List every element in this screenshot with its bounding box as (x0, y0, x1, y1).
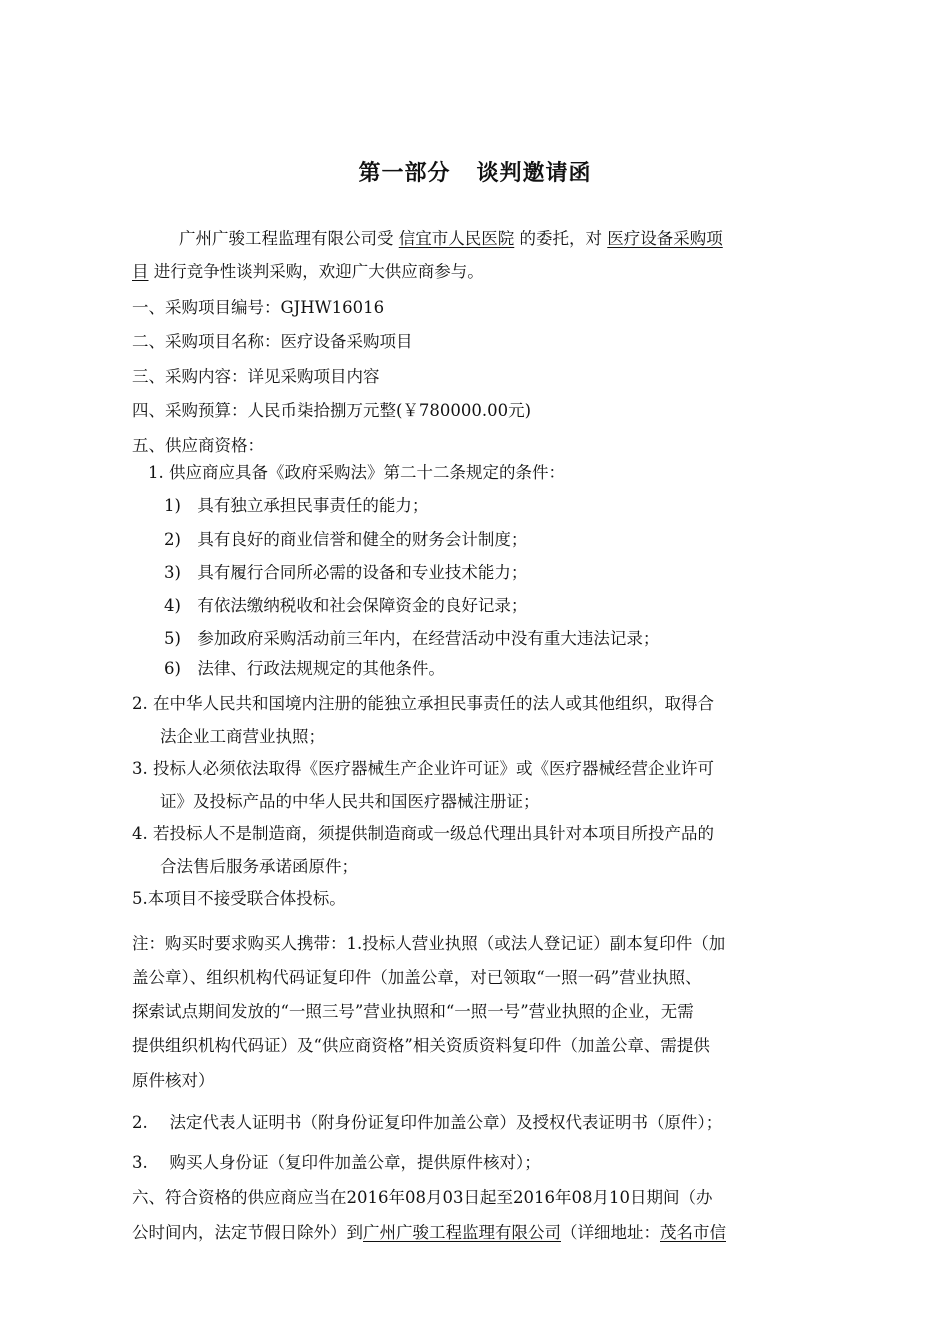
note-line-2: 盖公章）、组织机构代码证复印件（加盖公章，对已领取“一照一码”营业执照、 (132, 968, 702, 987)
intro-client: 信宜市人民医院 (398, 229, 515, 248)
qual-2-line-1: 2. 在中华人民共和国境内注册的能独立承担民事责任的法人或其他组织，取得合 (132, 694, 714, 713)
qual-5: 5.本项目不接受联合体投标。 (132, 889, 346, 908)
title-part: 第一部分 (358, 161, 451, 186)
note-item-2: 2. 法定代表人证明书（附身份证复印件加盖公章）及授权代表证明书（原件）； (132, 1113, 723, 1132)
qual-1-heading: 1. 供应商应具备《政府采购法》第二十二条规定的条件： (148, 463, 565, 482)
qual-1-sub-4: 4) 有依法缴纳税收和社会保障资金的良好记录； (164, 596, 528, 615)
title-name: 谈判邀请函 (476, 161, 592, 186)
six-text-b: （详细地址： (561, 1223, 660, 1242)
item-project-no: 一、采购项目编号：GJHW16016 (132, 298, 385, 317)
section-six-line-1: 六、符合资格的供应商应当在2016年08月03日起至2016年08月10日期间（办 (132, 1188, 713, 1207)
qual-4-line-1: 4. 若投标人不是制造商，须提供制造商或一级总代理出具针对本项目所投产品的 (132, 824, 714, 843)
qual-1-sub-5: 5) 参加政府采购活动前三年内，在经营活动中没有重大违法记录； (164, 629, 660, 648)
item-qualification: 五、供应商资格： (132, 436, 264, 455)
note-line-1: 注：购买时要求购买人携带：1.投标人营业执照（或法人登记证）副本复印件（加 (132, 934, 726, 953)
section-six-line-2 (132, 1221, 726, 1245)
note-line-4: 提供组织机构代码证）及“供应商资格”相关资质资料复印件（加盖公章、需提供 (132, 1036, 710, 1055)
intro-tail: 进行竞争性谈判采购，欢迎广大供应商参与。 (153, 262, 484, 281)
item-project-name: 二、采购项目名称：医疗设备采购项目 (132, 332, 413, 351)
intro-project-b: 目 (132, 262, 149, 281)
item-content: 三、采购内容：详见采购项目内容 (132, 367, 380, 386)
six-text-a: 公时间内，法定节假日除外）到 (132, 1223, 363, 1242)
note-line-5: 原件核对） (132, 1071, 215, 1090)
intro-agency: 广州广骏工程监理有限公司受 (179, 229, 394, 248)
qual-1-sub-3: 3) 具有履行合同所必需的设备和专业技术能力； (164, 563, 528, 582)
note-item-3: 3. 购买人身份证（复印件加盖公章，提供原件核对）； (132, 1153, 541, 1172)
intro-line-1 (179, 227, 723, 251)
qual-3-line-1: 3. 投标人必须依法取得《医疗器械生产企业许可证》或《医疗器械经营企业许可 (132, 759, 714, 778)
qual-1-sub-6: 6) 法律、行政法规规定的其他条件。 (164, 659, 445, 678)
qual-1-sub-1: 1) 具有独立承担民事责任的能力； (164, 496, 429, 515)
page-title (0, 156, 950, 187)
qual-2-line-2: 法企业工商营业执照； (160, 727, 325, 746)
intro-line-2 (132, 260, 484, 284)
qual-4-line-2: 合法售后服务承诺函原件； (160, 857, 358, 876)
six-address: 茂名市信 (660, 1223, 726, 1242)
six-company: 广州广骏工程监理有限公司 (363, 1223, 561, 1242)
intro-project-a: 医疗设备采购项 (607, 229, 723, 248)
qual-3-line-2: 证》及投标产品的中华人民共和国医疗器械注册证； (160, 792, 540, 811)
item-budget: 四、采购预算：人民币柒拾捌万元整(￥780000.00元) (132, 401, 532, 420)
intro-mid: 的委托，对 (519, 229, 602, 248)
qual-1-sub-2: 2) 具有良好的商业信誉和健全的财务会计制度； (164, 530, 528, 549)
note-line-3: 探索试点期间发放的“一照三号”营业执照和“一照一号”营业执照的企业，无需 (132, 1002, 694, 1021)
